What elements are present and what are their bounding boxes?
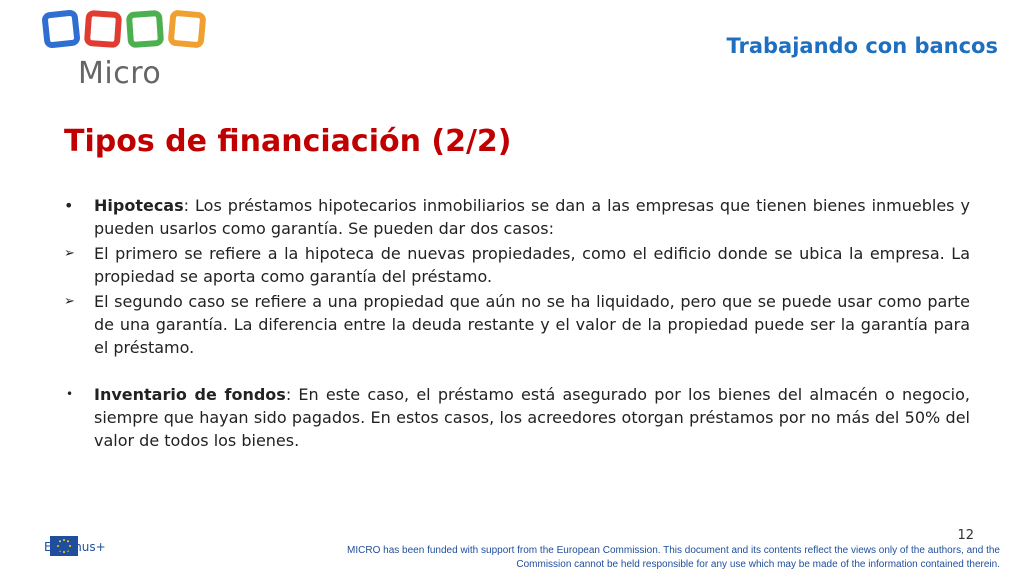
arrow-bullet-icon: ➢	[64, 246, 75, 261]
item-text: : Los préstamos hipotecarios inmobiliarios se dan a las empresas que tienen bienes inmuebles y pueden usarlos como garantía. Se pueden dar dos casos:	[94, 196, 970, 238]
list-item-primer-caso	[64, 242, 970, 288]
slide-body	[64, 194, 970, 454]
bullet-icon: •	[64, 196, 74, 215]
item-text: : En este caso, el préstamo está asegurado por los bienes del almacén o negocio, siempre que hayan sido pagados. En estos casos, los acreedores otorgan préstamos por no más del 50% del valor de todos los bienes.	[94, 385, 971, 450]
item-text: El primero se refiere a la hipoteca de nuevas propiedades, como el edificio donde se ubica la empresa. La propiedad se aporta como garantía del préstamo.	[94, 244, 970, 286]
list-item-segundo-caso	[64, 290, 970, 359]
list-item-inventario	[64, 383, 970, 452]
erasmus-label: Erasmus+	[44, 540, 106, 554]
page-number: 12	[957, 528, 974, 543]
item-term: Hipotecas	[94, 196, 184, 215]
arrow-bullet-icon: ➢	[64, 294, 75, 309]
disclaimer-text: MICRO has been funded with support from the European Commission. This document and its contents reflect the views only of the authors, and the Commission cannot be held responsible for any use which may be made of the information contained therein.	[347, 545, 1000, 570]
item-text: El segundo caso se refiere a una propiedad que aún no se ha liquidado, pero que se puede usar como parte de una garantía. La diferencia entre la deuda restante y el valor de la propiedad puede ser la garantía para el préstamo.	[94, 292, 970, 357]
bullet-icon: •	[66, 387, 74, 401]
section-title: Trabajando con bancos	[726, 34, 998, 58]
logo-squares-icon	[40, 8, 220, 58]
item-term: Inventario de fondos	[94, 385, 286, 404]
list-item-hipotecas	[64, 194, 970, 240]
micro-logo	[40, 8, 220, 94]
logo-text: Micro	[78, 56, 162, 91]
spacer	[64, 361, 970, 383]
slide-title: Tipos de financiación (2/2)	[64, 124, 512, 159]
